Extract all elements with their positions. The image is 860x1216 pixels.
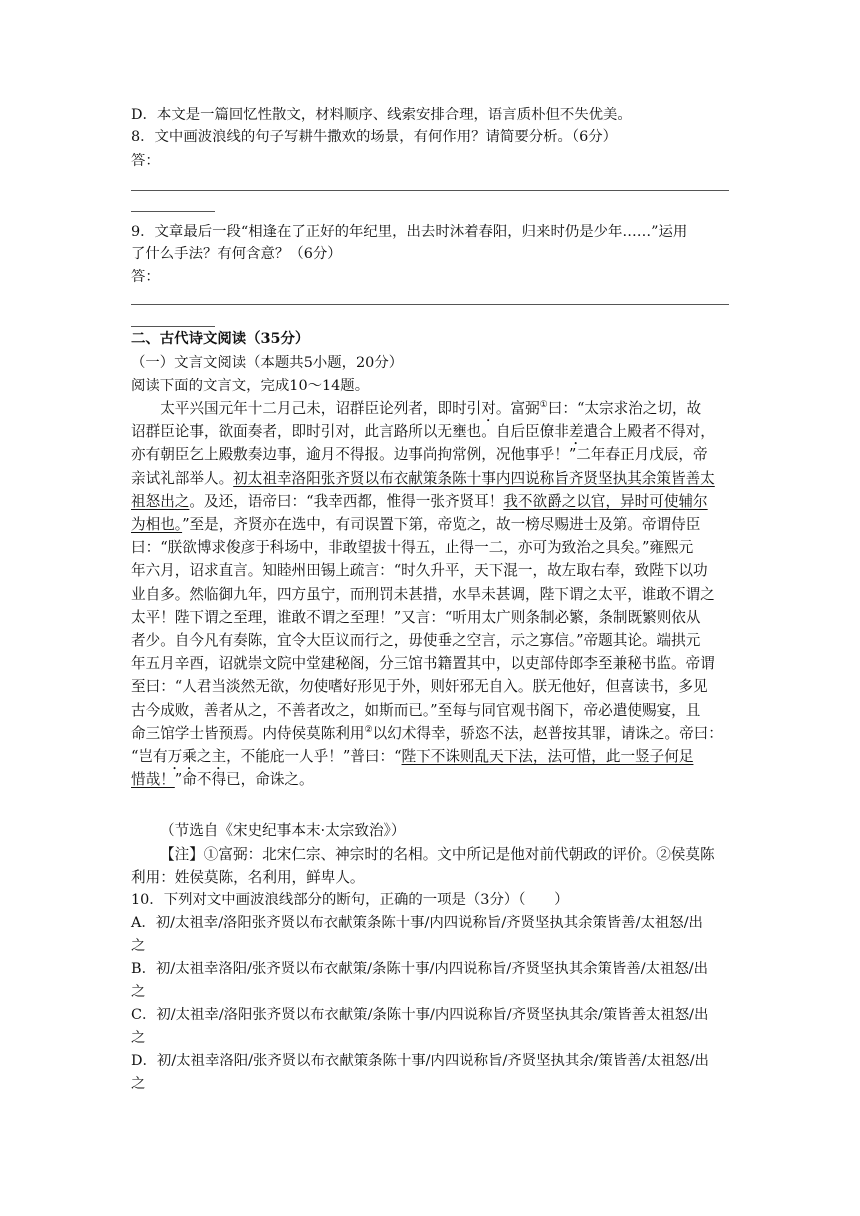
q8-answer-line [131, 190, 729, 191]
passage-text: 以幻术得幸，骄恣不法，赵普按其罪，请诛之。帝曰： [372, 724, 723, 742]
underlined-text: 初太祖幸洛阳张齐贤以布衣献策条陈十事内四说称旨齐贤坚执其余策皆善太 [233, 469, 715, 487]
passage-text: ，不能庇一人乎！”普曰：“ [226, 748, 402, 765]
passage-text: 太平兴国元年十二月己未，诏群臣论列者，即时引 [131, 400, 482, 417]
passage-text: 。及还，语帝曰：“我幸西都，惟得一张齐贤耳！ [189, 492, 504, 510]
q10-question: 10．下列对文中画波浪线部分的断句，正确的一项是（3分）（ ） [131, 892, 569, 908]
passage-text: 曰：“朕欲博求俊彦于科场中，非敢望拔十得五，止得一二，亦可为致治之具矣。”雍熙元 [131, 539, 694, 557]
dotted-word: 万乘 [167, 748, 197, 765]
passage-line [131, 700, 700, 722]
q8-answer-line-end [131, 211, 215, 212]
passage-line [131, 491, 708, 513]
passage-text: 曰：“太宗求治之切，故 [547, 400, 702, 417]
underlined-text: 为相也。 [131, 516, 183, 533]
passage-text: 。富弼 [495, 400, 540, 417]
passage-text: 业自多。然临御九年，四方虽宁，而刑罚未甚措，水旱未甚调，陛下谓之太平，谁敢不谓之 [131, 585, 715, 603]
passage-text: 年五月辛酉，诏就崇文院中堂建秘阁，分三馆书籍置其中，以吏部侍郎李至兼秘书监。帝谓 [131, 655, 715, 673]
underlined-text: 陛下不诛则乱天下法，法可惜，此一竖子何足 [401, 748, 694, 765]
q10-option-d: D．初/太祖幸洛阳/张齐贤以布衣献策条陈十事/内四说称旨/齐贤坚执其余/策皆善/太祖怒/出 [131, 1053, 709, 1069]
q9-question-line2: 了什么手法？有何含意？（6分） [131, 246, 342, 262]
q9-answer-line-end [131, 326, 215, 327]
passage-line [131, 769, 314, 791]
underlined-text: 惜哉！ [131, 771, 175, 789]
passage-line [131, 676, 708, 698]
passage-line [131, 444, 708, 466]
passage-text: 诏群臣论事，欲面奏者，即时引对，此言路所以无壅也。自后臣僚非 [131, 423, 569, 441]
dotted-word: 对 [481, 400, 496, 417]
passage-note-line2: 利用：姓侯莫陈，名利用，鲜卑人。 [131, 869, 365, 886]
q9-answer-line [131, 304, 729, 305]
q9-question-line1: 9．文章最后一段“相逢在了正好的年纪里，出去时沐着春阳，归来时仍是少年……”运用 [131, 224, 688, 240]
passage-line [131, 653, 715, 675]
passage-text: 古今成败，善者从之，不善者改之，如斯而已。”至每与同官观书阁下，帝必遣使赐宴，且 [131, 701, 701, 719]
passage-text: 之 [196, 748, 212, 765]
q9-answer-label: 答： [131, 269, 160, 285]
q8-question: 8．文中画波浪线的句子写耕牛撒欢的场景，有何作用？请简要分析。（6分） [131, 129, 618, 145]
passage-text: 至曰：“人君当淡然无欲，勿使嗜好形见于外，则奸邪无自入。朕无他好，但喜读书，多见 [131, 678, 708, 696]
passage-line [131, 560, 708, 582]
passage-line [131, 630, 700, 652]
passage-text: 太平！陛下谓之至理，谁敢不谓之至理！”又言：“听用太广则条制必繁，条制既繁则依从 [131, 608, 701, 626]
q10-option-a-cont: 之 [131, 938, 146, 954]
passage-line [131, 537, 693, 559]
passage-text: 年六月，诏求直言。知睦州田锡上疏言：“时久升平，天下混一，故左取右奉，致陛下以功 [131, 562, 708, 580]
q10-option-b: B．初/太祖幸洛阳/张齐贤以布衣献策/条陈十事/内四说称旨/齐贤坚执其余策皆善/太祖怒/出 [131, 961, 708, 977]
passage-line [131, 607, 701, 629]
underlined-text: 我不欲爵之以官，异时可使辅尔 [503, 492, 708, 510]
passage-text: ”命不得已，命诛之。 [174, 771, 314, 789]
section2-sub1: （一）文言文阅读（本题共5小题，20分） [131, 355, 404, 371]
q7-option-d: D．本文是一篇回忆性散文，材料顺序、线索安排合理，语言质朴但不失优美。 [131, 107, 632, 123]
dotted-word: 主 [211, 748, 227, 765]
passage-text: 遣合上殿者不得对， [583, 423, 715, 441]
passage-line [131, 468, 715, 490]
q10-option-a: A．初/太祖幸/洛阳张齐贤以布衣献策条陈十事/内四说称旨/齐贤坚执其余策皆善/太祖怒/出 [131, 915, 703, 931]
passage-note-line1: 【注】①富弼：北宋仁宗、神宗时的名相。文中所记是他对前代朝政的评价。②侯莫陈 [160, 846, 715, 863]
passage-text: 命三馆学士皆预焉。内侍侯莫陈利用 [131, 724, 365, 742]
dotted-word: 差 [568, 423, 584, 441]
passage-line [131, 723, 723, 745]
passage-text: 亦有朝臣乞上殿敷奏边事，逾月不得报。边事尚拘常例，况他事乎！”二年春正月戊辰，帝 [131, 446, 708, 464]
q10-option-c-cont: 之 [131, 1030, 146, 1046]
passage-text: 者少。自今凡有奏陈，宜令大臣议而行之，毋使垂之空言，示之寡信。”帝题其论。端拱元 [131, 632, 701, 649]
passage-line [131, 514, 700, 536]
underlined-text: 祖怒出之 [131, 492, 190, 510]
passage-source: （节选自《宋史纪事本末·太宗致治》） [160, 822, 406, 839]
passage-line [131, 584, 715, 606]
section2-instruction: 阅读下面的文言文，完成10～14题。 [131, 378, 370, 394]
passage-text: 亲试礼部举人。 [131, 469, 234, 487]
q10-option-d-cont: 之 [131, 1076, 146, 1092]
passage-text: “岂有 [131, 748, 168, 765]
q8-answer-label: 答： [131, 153, 160, 169]
footnote-mark: ② [364, 724, 373, 735]
footnote-mark: ① [539, 400, 548, 411]
q10-option-b-cont: 之 [131, 984, 146, 1000]
passage-text: ”至是，齐贤亦在选中，有司误置下第，帝览之，故一榜尽赐进士及第。帝谓侍臣 [182, 516, 701, 533]
section2-title: 二、古代诗文阅读（35分） [131, 330, 310, 347]
q10-option-c: C．初/太祖幸/洛阳张齐贤以布衣献策/条陈十事/内四说称旨/齐贤坚执其余/策皆善太祖怒/出 [131, 1007, 709, 1023]
